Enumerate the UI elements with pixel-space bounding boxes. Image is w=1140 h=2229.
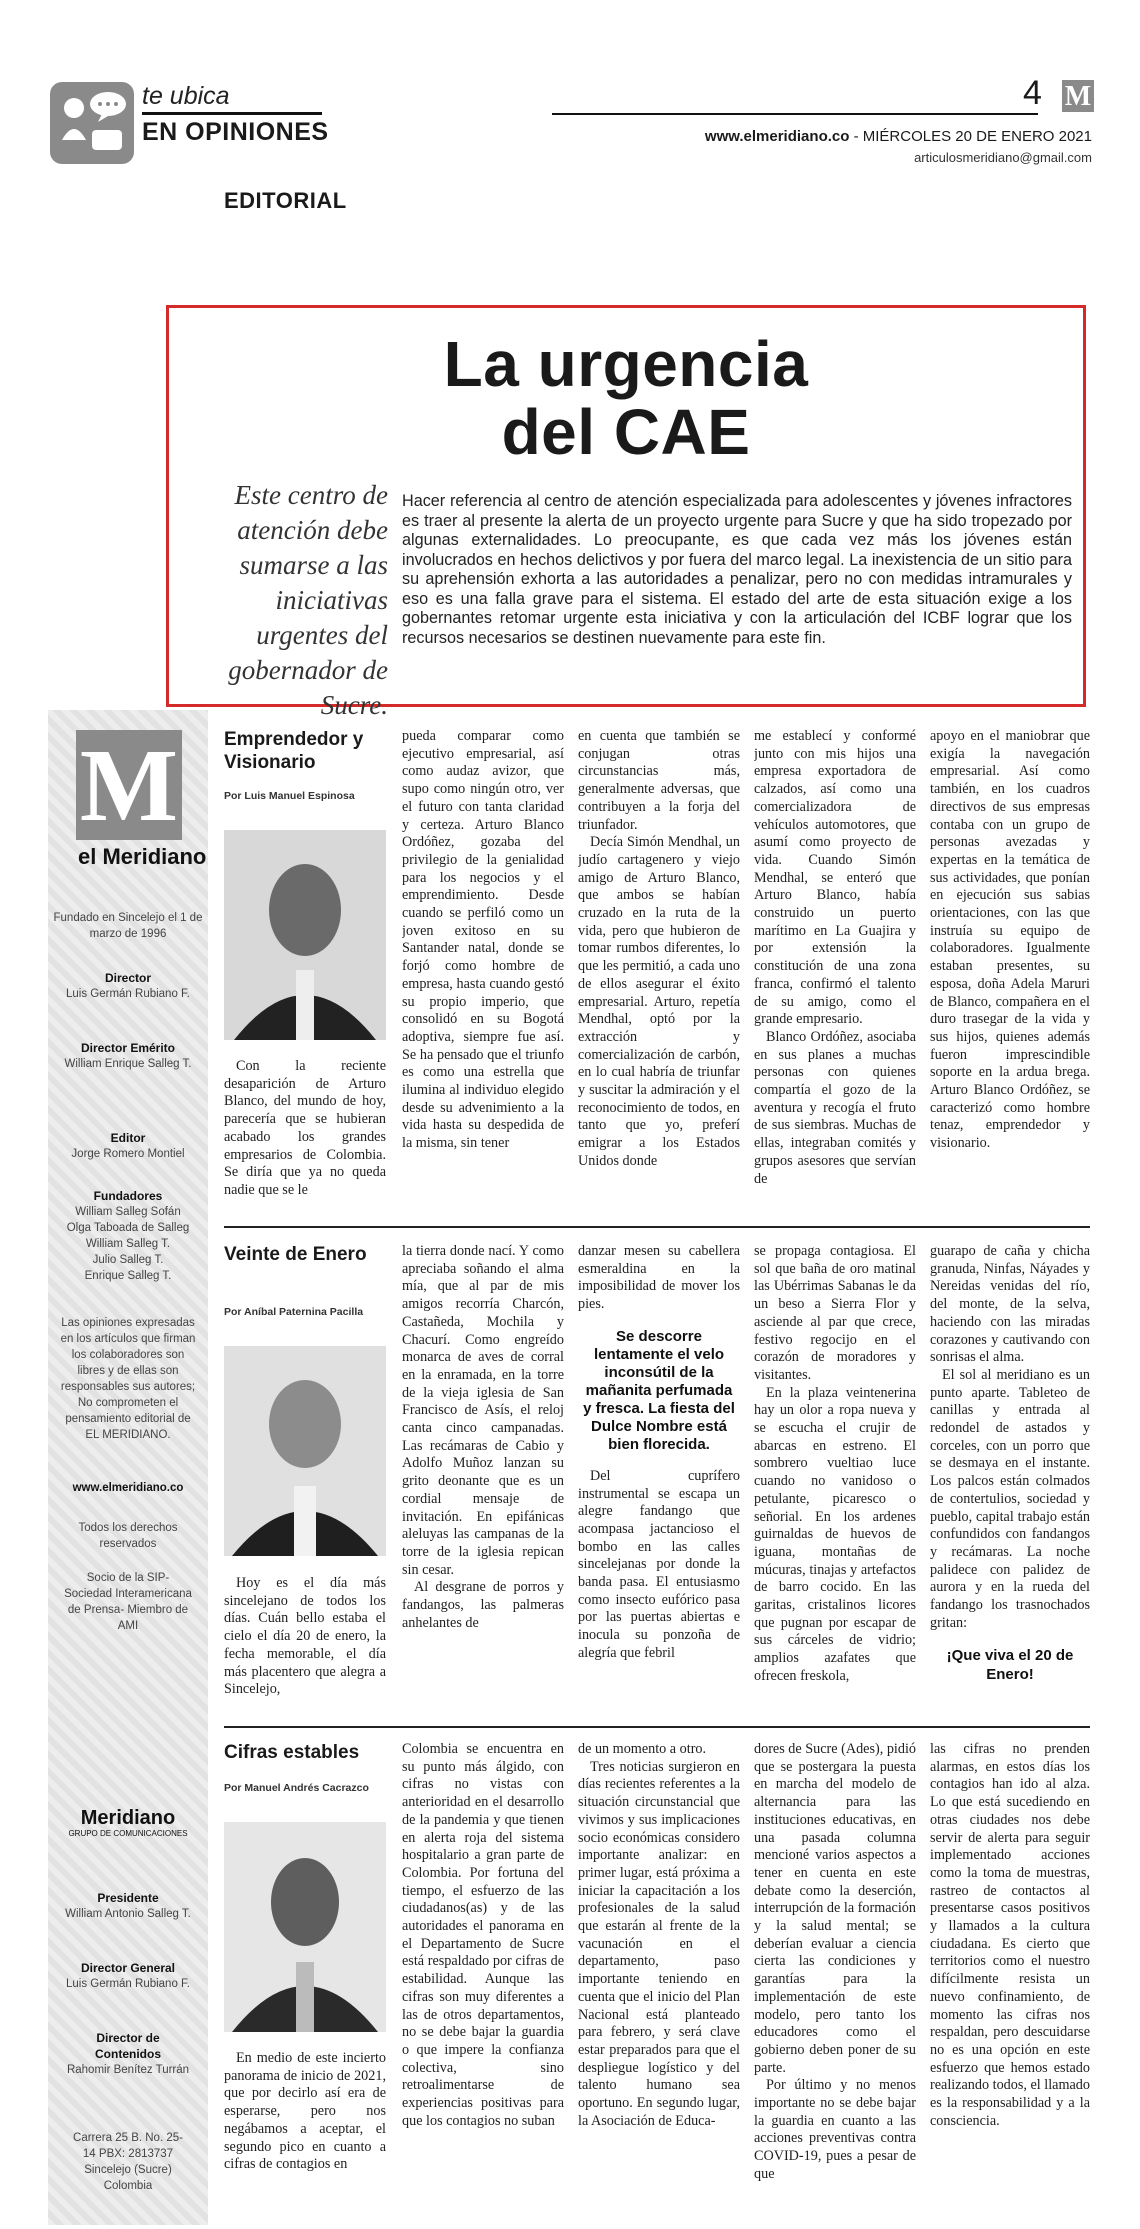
brand-name [78,844,206,870]
page-number: 4 [1023,74,1042,112]
content-block [63,2030,193,2078]
founder-name: William Salleg T. [85,1238,171,1250]
paragraph: Colombia se encuentra en su punto más álgido, con cifras no vistas con anterioridad en el desarrollo de la pandemia y que tienen en alerta roja del sistema hospitalario a gran parte de Colombia. Por fortuna del tiempo, el esfuerzo de las ciudadanos(as) y de las autoridades el panorama en el Departamento de Sucre está respaldado por cifras de estabilidad. Aunque las cifras son muy diferentes a las de otros departamentos, no se debe bajar la guardia o que impere la confianza colectiva, sino retroalimentarse de experiencias positivas para que los contagios no suban [402,1741,564,2129]
article-column [402,728,564,1234]
header-rule [552,113,1038,115]
article-column [754,1741,916,2225]
editorial-title [166,330,1086,466]
founder-name: William Salleg Sofán [75,1206,181,1218]
article-column [578,1741,740,2225]
paragraph: apoyo en el maniobrar que exigía la navegación empresarial. Así como también, en los cuadros directivos de sus empresas contaba con un grupo de personas avezadas y expertas en la temática de sus actividades, que ponían en ejecución sus sabias orientaciones, con las que instruía su equipo de colaboradores. Igualmente estaban presentes, su esposa, doña Adela Maruri de Blanco, compañera en el duro trasegar de la vida y sus hijos, quienes además fueron imprescindible soporte en la ardua brega. Arturo Blanco Ordóñez, se caracterizó como hombre tenaz, emprendedor y visionario. [930,728,1090,1152]
article-column [930,1741,1090,2225]
article-title: Cifras estables [224,1742,360,1763]
content-name: Rahomir Benítez Turrán [66,2064,190,2076]
chat-bubbles-icon [48,80,136,166]
paragraph: la tierra donde nací. Y como apreciaba soñando el alma mía, que al par de mis amigos recorría Charcón, Castañeda, Mochila y Chacurí. Como engreído monarca de aves de corral en la enramada, en la torre de la vieja iglesia de San Francisco de Asís, el reloj canta cinco campanadas. Las recámaras de Cabio y Adolfo Muñoz lanzan su grito deonante que es un cordial mensaje de invitación. En epifánicas aleluyas las campanas de la torre de la iglesia repican sin cesar. [402,1243,564,1578]
author-photo [224,830,386,1040]
paragraph: El sol al meridiano es un punto aparte. Tableteo de canillas y entrada al redondel de astados y corceles, con un porro que se desmaya en el instante. Los palcos están colmados de contertulios, sociedad y pueblo, capital trabajo están confundidos con fandangos y recámaras. La noche palidece con palidez de aurora y en la rueda del fandango los trasnochados gritan: [930,1366,1090,1631]
article-column [754,728,916,1234]
paragraph: Con la reciente desaparición de Arturo Blanco, del mundo de hoy, parecería que se hubieran acabado los grandes empresarios de Colombia. Se diría que ya no queda nadie que se le [224,1058,386,1198]
pull-quote: Se descorre lentamente el velo inconsútil de la mañanita perfumada y fresca. La fiesta del Dulce Nombre está bien florecida. [583,1327,735,1453]
emeritus-block [48,1040,208,1072]
paragraph: de un momento a otro. [578,1741,707,1757]
site-link[interactable]: www.elmeridiano.co [704,128,850,145]
paragraph: Por último y no menos importante no se debe bajar la guardia en cuanto a las acciones preventivas contra COVID-19, pues a pesar de que [754,2077,916,2182]
paragraph: Del cuprífero instrumental se escapa un alegre fandango que acompasa jactancioso el bombo en las calles sincelejanas por donde la banda pasa. El entusiasmo como insecto eufórico pasa por las puertas abiertas e inocula su ponzoña de alegría que febril [578,1467,740,1661]
editor-label: Editor [110,1131,146,1145]
editor-name: Jorge Romero Montiel [71,1148,185,1160]
paragraph: Tres noticias surgieron en días recientes referentes a la situación circunstancial que vivimos y sus implicaciones socio económicas considero importante analizar: en primer lugar, está próxima a iniciar la capacitación a los profesionales de la salud que estarán al frente de la vacunación en el departamento, paso importante teniendo en cuenta que el inicio del Plan Nacional está planteado para febrero, y será clave estar preparados para que el despliegue logístico y del talento humano sea oportuno. En segundo lugar, la Asociación de Educa- [578,1758,740,2129]
article-column [224,2050,386,2225]
header-tagline: te ubica [142,82,230,110]
contact-email[interactable]: articulosmeridiano@gmail.com [914,150,1092,165]
paragraph: se propaga contagiosa. El sol que baña de oro matinal las Ubérrimas Sabanas le da un beso a Sierra Flor y asciende al par que crece, festivo regocijo en el corazón de moradores y visitantes. [754,1243,916,1383]
emeritus-name: William Enrique Salleg T. [64,1058,192,1070]
article-column [754,1243,916,1725]
president-block [48,1890,208,1922]
founder-name: Enrique Salleg T. [84,1270,172,1282]
group-brand-name: Meridiano [80,1807,176,1829]
author-photo [224,1822,386,2032]
article-column [402,1741,564,2225]
group-subtitle: GRUPO DE COMUNICACIONES [68,1829,188,1838]
header-divider [142,112,322,115]
paragraph: Hoy es el día más sincelejano de todos los días. Cuán bello estaba el cielo el día 20 de enero, la fecha memorable, el día más placentero que alegra a Sincelejo, [224,1575,386,1698]
paragraph: En la plaza veintenerina hay un olor a ropa nueva y se escucha el crujir de abarcas en estreno. El sombrero vueltiao luce cuando no vanidoso o petulante, picaresco o señorial. En los ardenes guirnaldas de huevos de iguana, montañas de múcuras, tinajas y artefactos de barro cocido. En las garitas, cristalinos licores que pugnan por escapar de sus cárceles de vidrio; amplios azafates que ofrecen freskola, [754,1384,916,1684]
brand-label: el Meridiano [78,844,207,869]
founders-block [48,1188,208,1284]
gm-label: Director General [80,1961,176,1975]
paragraph: guarapo de caña y chicha granuda, Ninfas, Náyades y Nereidas venidas del río, del monte, de la selva, haciendo con las miradas corazones y cautivando con sonrisas el alma. [930,1243,1090,1366]
paragraph: Blanco Ordóñez, asociaba en sus planes a muchas personas con quienes compartía el gozo de la aventura y recogía el fruto de sus siembras. Muchas de ellas, integraban comités y grupos asesores que servían de [754,1028,916,1187]
paragraph: dores de Sucre (Ades), pidió que se postergara la puesta en marcha del modelo de alternancia para las instituciones educativas, en una pasada columna mencioné varios aspectos a tener en cuenta en este debate como la deserción, interrupción de la formación y la salud mental; se deberían evaluar a ciencia cierta las condiciones y garantías para la implementación de este modelo, pero tanto los educadores como el gobierno deben poner de su parte. [754,1741,916,2076]
title-line-2: del CAE [501,396,751,468]
article-title: Emprendedor y Visionario [224,729,364,773]
disclaimer-text: Las opiniones expresadas en los artículos que firman los colaboradores son libres y de ellas son responsables sus autores; No comprometen el pensamiento editorial de EL MERIDIANO. [60,1317,196,1441]
article-byline: Por Manuel Andrés Cacrazco [224,1782,369,1794]
address-text: Carrera 25 B. No. 25-14 PBX: 2813737 Sincelejo (Sucre) Colombia [73,2132,183,2192]
article-separator [224,1726,1090,1728]
paragraph: Al desgrane de porros y fandangos, las palmeras anhelantes de [402,1579,564,1631]
article-title: Veinte de Enero [224,1244,367,1265]
paragraph: me establecí y conformé junto con mis hijos una empresa exportadora de calzados, así como una comercializadora de vehículos automotores, que asumí como proyecto de vida. Cuando Simón Mendhal, se enteró que Arturo Blanco, había construido un puerto marítimo en La Guajira y por extensión la constitución de una zona franca, confirmó el talento de su amigo, como el grande empresario. [754,728,916,1028]
group-brand [48,1807,208,1842]
president-label: Presidente [97,1891,159,1905]
content-label: Director de Contenidos [95,2031,161,2061]
president-name: William Antonio Salleg T. [65,1908,191,1920]
article-column [930,1243,1090,1725]
article-column [224,1058,386,1234]
rights-text: Todos los derechos reservados [78,1522,178,1550]
emeritus-label: Director Emérito [80,1041,176,1055]
header-date [705,128,1092,145]
founder-name: Julio Salleg T. [92,1254,164,1266]
editorial-label: EDITORIAL [224,188,347,213]
article-byline: Por Aníbal Paternina Pacilla [224,1306,364,1318]
pull-quote: Este centro de atención debe sumarse a las iniciativas urgentes del gobernador de Sucre. [228,480,388,720]
paragraph: en cuenta que también se conjugan otras circunstancias más, generalmente adversas, que contribuyen a la forja del triunfador. [578,728,740,833]
article-column [578,728,740,1234]
date-text: - MIÉRCOLES 20 DE ENERO 2021 [849,128,1092,145]
article-column [224,1575,386,1725]
article-separator [224,1226,1090,1228]
article-column [930,728,1090,1234]
author-photo [224,1346,386,1556]
paragraph: Decía Simón Mendhal, un judío cartagenero y viejo amigo de Arturo Blanco, que ambos se habían cruzado en la ruta de la vida, pero que hubieron de tomar rumbos diferentes, lo que les permitió, a cada uno de ellos asegurar el éxito empresarial. Arturo, repetía Mendhal, optó por la extracción y comercialización de carbón, en lo cual habría de triunfar y suscitar la admiración y el reconocimiento de todos, en tanto que yo, preferí emigrar a los Estados Unidos donde [578,834,740,1169]
paragraph: danzar mesen su cabellera esmeraldina en la imposibilidad de mover los pies. [578,1243,740,1313]
article-byline: Por Luis Manuel Espinosa [224,790,355,802]
title-line-1: La urgencia [443,328,809,400]
website-link[interactable]: www.elmeridiano.co [72,1482,184,1494]
editor-block [48,1130,208,1162]
masthead-sidebar [48,710,208,2225]
paragraph: En medio de este incierto panorama de inicio de 2021, que por decirlo así era de esperarse, pero nos negábamos a aceptar, el segundo pico en cuanto a cifras de contagios en [224,2050,386,2173]
gm-block [48,1960,208,1992]
member-text: Socio de la SIP-Sociedad Interamericana de Prensa- Miembro de AMI [64,1572,192,1632]
gm-name: Luis Germán Rubiano F. [65,1978,190,1990]
editorial-body: Hacer referencia al centro de atención especializada para adolescentes y jóvenes infractores es traer al presente la alerta de un proyecto urgente para Sucre y que ha sido tropezado por algunas externalidades. Lo preocupante, es que cada vez más los jóvenes están involucrados en hechos delictivos y por fuera del marco legal. La inexistencia de un sitio para su aprehensión exhorta a las autoridades a penalizar, pero no con medidas intramurales y eso es una falla grave para el sistema. El estado del arte de esta situación exige a los gobernantes retomar urgente esta iniciativa y con la articulación del ICBF lograr que los recursos necesarios se destinen nuevamente para este fin. [402,492,1072,647]
director-block [48,970,208,1002]
article-column [402,1243,564,1725]
section-title: EN OPINIONES [142,118,329,146]
m-logo-icon: M [76,730,182,840]
director-name: Luis Germán Rubiano F. [65,988,190,1000]
closing-quote: ¡Que viva el 20 de Enero! [946,1647,1074,1684]
founders-label: Fundadores [93,1189,163,1203]
founded-text: Fundado en Sincelejo el 1 de marzo de 1996 [53,912,203,940]
m-logo-icon: M [1062,80,1094,112]
paragraph: pueda comparar como ejecutivo empresarial, así como audaz avizor, que supo como ningún otro, ver el futuro con tanta claridad y certeza. Arturo Blanco Ordóñez, gozaba del privilegio de la genialidad para los negocios y el emprendimiento. Desde cuando se perfiló como un joven exitoso en su Santander natal, donde se forjó como hombre de empresa, hasta cuando gestó su propio imperio, que consolidó en su Bogotá adoptiva, siempre fue así. Se ha pensado que el triunfo es como una estrella que ilumina al individuo elegido desde su advenimiento a la vida hasta su despedida de la misma, sin tener [402,728,564,1152]
founder-name: Olga Taboada de Salleg [66,1222,190,1234]
director-label: Director [104,971,151,985]
paragraph: las cifras no prenden alarmas, en estos días los contagios han ido al alza. Lo que está sucediendo en otras ciudades nos debe servir de alerta para seguir implementado acciones como la toma de muestras, rastreo de contactos al presentarse casos positivos y llamados a la cultura ciudadana. Es cierto que territorios como el nuestro difícilmente resista un nuevo confinamiento, de momento las cifras nos respaldan, pero descuidarse no es una opción en este esfuerzo que hemos estado realizando todos, el llamado es la responsabilidad y a la consciencia. [930,1741,1090,2129]
article-column [578,1243,740,1725]
